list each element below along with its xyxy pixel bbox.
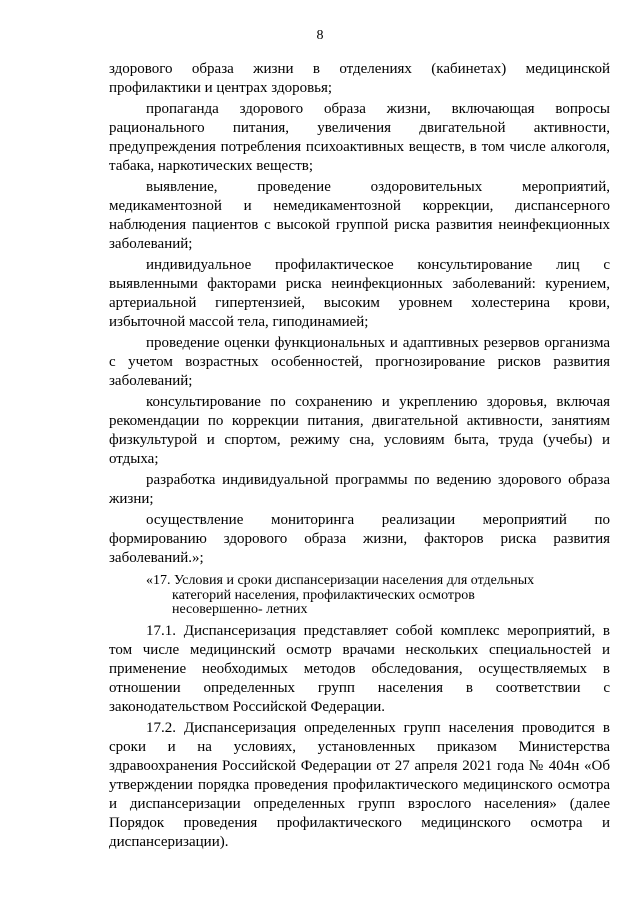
paragraph-17-1: 17.1. Диспансеризация представляет собой комплекс мероприятий, в том числе медицинский осмотр врачами нескольких специальностей и применение необходимых методов обследования, осуществляемых в отношении определенных групп населения в соответствии с законодательством Российской Федерации. [109,622,610,715]
paragraph-individual-counseling: индивидуальное профилактическое консультирование лиц с выявленными факторами риска неинфекционных заболеваний: курением, артериальной гипертензией, высоким уровнем холестерина крови, избыточной массой тела, гиподинамией; [109,257,610,330]
paragraph-reserve-assessment: проведение оценки функциональных и адаптивных резервов организма с учетом возрастных особенностей, прогнозирование рисков развития заболеваний; [109,335,610,389]
section-heading-continuation: категорий населения, профилактических осмотров несовершенно- летних [172,587,475,617]
section-heading-17 [109,574,610,618]
paragraph-17-2: 17.2. Диспансеризация определенных групп населения проводится в сроки и на условиях, установленных приказом Министерства здравоохранения Российской Федерации от 27 апреля 2021 года № 404н «Об утверждении порядка проведения профилактического медицинского осмотра и диспансеризации определенных групп взрослого населения» (далее Порядок проведения профилактического медицинского осмотра и диспансеризации). [109,719,610,850]
page-number: 8 [316,28,324,43]
section-heading-line1: «17. Условия и сроки диспансеризации населения для отдельных [146,573,535,588]
paragraph-health-counseling: консультирование по сохранению и укреплению здоровья, включая рекомендации по коррекции питания, двигательной активности, занятиям физкультурой и спортом, режиму сна, условиям быта, труда (учебы) и отдыха; [109,394,610,467]
paragraph-individual-program: разработка индивидуальной программы по ведению здорового образа жизни; [109,472,610,507]
paragraph-healthy-lifestyle-promotion: пропаганда здорового образа жизни, включающая вопросы рационального питания, увеличения двигательной активности, предупреждения потребления психоактивных веществ, в том числе алкоголя, табака, наркотических веществ; [109,101,610,174]
paragraph-risk-detection: выявление, проведение оздоровительных мероприятий, медикаментозной и немедикаментозной коррекции, диспансерного наблюдения пациентов с высокой группой риска развития неинфекционных заболеваний; [109,179,610,252]
document-body [109,60,610,854]
paragraph-continuation: здорового образа жизни в отделениях (кабинетах) медицинской профилактики и центрах здоровья; [109,61,610,96]
paragraph-monitoring: осуществление мониторинга реализации мероприятий по формированию здорового образа жизни, факторов риска развития заболеваний.»; [109,512,610,566]
